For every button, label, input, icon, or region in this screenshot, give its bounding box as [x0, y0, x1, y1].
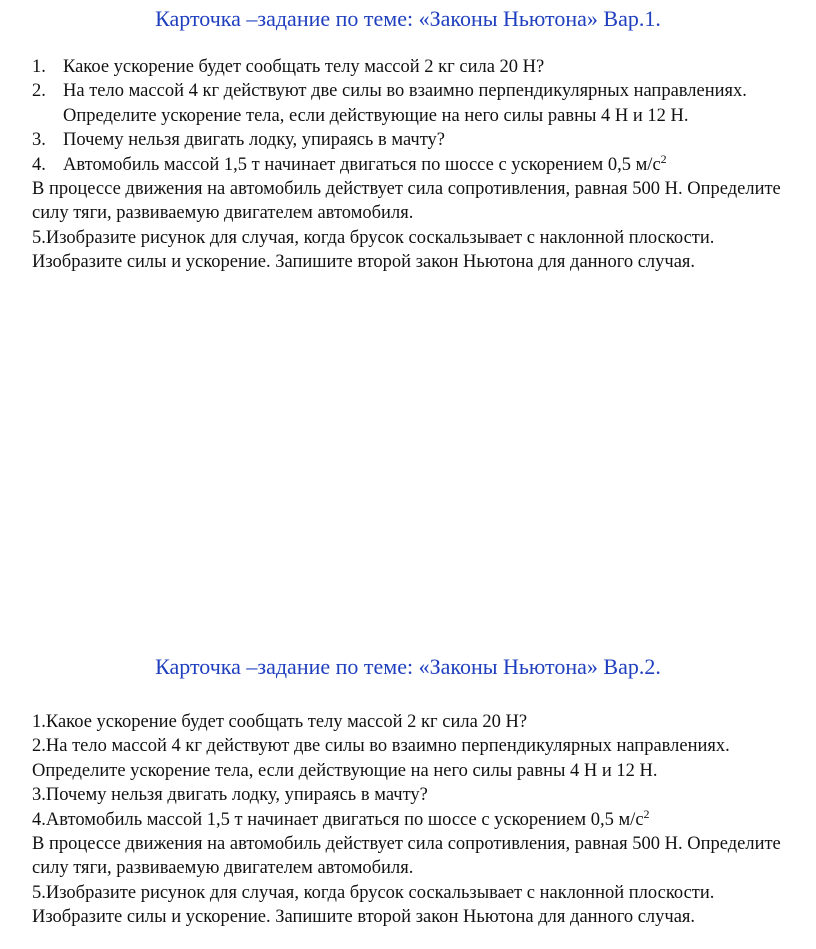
task-list — [0, 710, 816, 930]
task-item — [0, 128, 816, 152]
task-text: На тело массой 4 кг действуют две силы во взаимно перпендикулярных направлениях. Определите ускорение тела, если действующие на него силы равны 4 Н и 12 Н. — [63, 81, 747, 126]
task-item: 2.На тело массой 4 кг действуют две силы во взаимно перпендикулярных направлениях. Определите ускорение тела, если действующие на него силы равны 4 Н и 12 Н. — [32, 736, 730, 781]
task-item — [0, 153, 816, 177]
task-text: Какое ускорение будет сообщать телу массой 2 кг сила 20 Н? — [63, 57, 545, 77]
task-text: Автомобиль массой 1,5 т начинает двигаться по шоссе с ускорением 0,5 м/с — [63, 154, 661, 175]
superscript: 2 — [643, 806, 650, 821]
task-item: 1.Какое ускорение будет сообщать телу массой 2 кг сила 20 Н? — [32, 712, 528, 732]
task-text: 4.Автомобиль массой 1,5 т начинает двигаться по шоссе с ускорением 0,5 м/с — [32, 809, 644, 830]
task-continuation: В процессе движения на автомобиль действует сила сопротивления, равная 500 Н. Определите силу тяги, развиваемую двигателем автомобиля. — [32, 834, 781, 879]
task-item — [0, 55, 816, 79]
task-item — [0, 808, 816, 832]
task-number: 2. — [32, 81, 46, 102]
task-item: 3.Почему нельзя двигать лодку, упираясь в мачту? — [32, 785, 428, 806]
card-title: Карточка –задание по теме: «Законы Ньютона» Вар.2. — [155, 654, 661, 679]
card-variant-2 — [0, 648, 816, 930]
task-number: 3. — [32, 130, 46, 151]
task-list — [0, 55, 816, 275]
task-item: 5.Изобразите рисунок для случая, когда брусок соскальзывает с наклонной плоскости. Изобразите силы и ускорение. Запишите второй закон Ньютона для данного случая. — [32, 882, 715, 928]
superscript: 2 — [660, 151, 667, 166]
card-variant-1 — [0, 0, 816, 275]
task-number: 4. — [32, 154, 46, 175]
task-item: 5.Изобразите рисунок для случая, когда брусок соскальзывает с наклонной плоскости. Изобразите силы и ускорение. Запишите второй закон Ньютона для данного случая. — [32, 227, 715, 273]
task-continuation: В процессе движения на автомобиль действует сила сопротивления, равная 500 Н. Определите силу тяги, развиваемую двигателем автомобиля. — [32, 179, 781, 224]
task-text: Почему нельзя двигать лодку, упираясь в мачту? — [63, 130, 446, 151]
task-number: 1. — [32, 57, 46, 77]
card-title: Карточка –задание по теме: «Законы Ньютона» Вар.1. — [155, 6, 661, 31]
task-item — [0, 79, 816, 128]
